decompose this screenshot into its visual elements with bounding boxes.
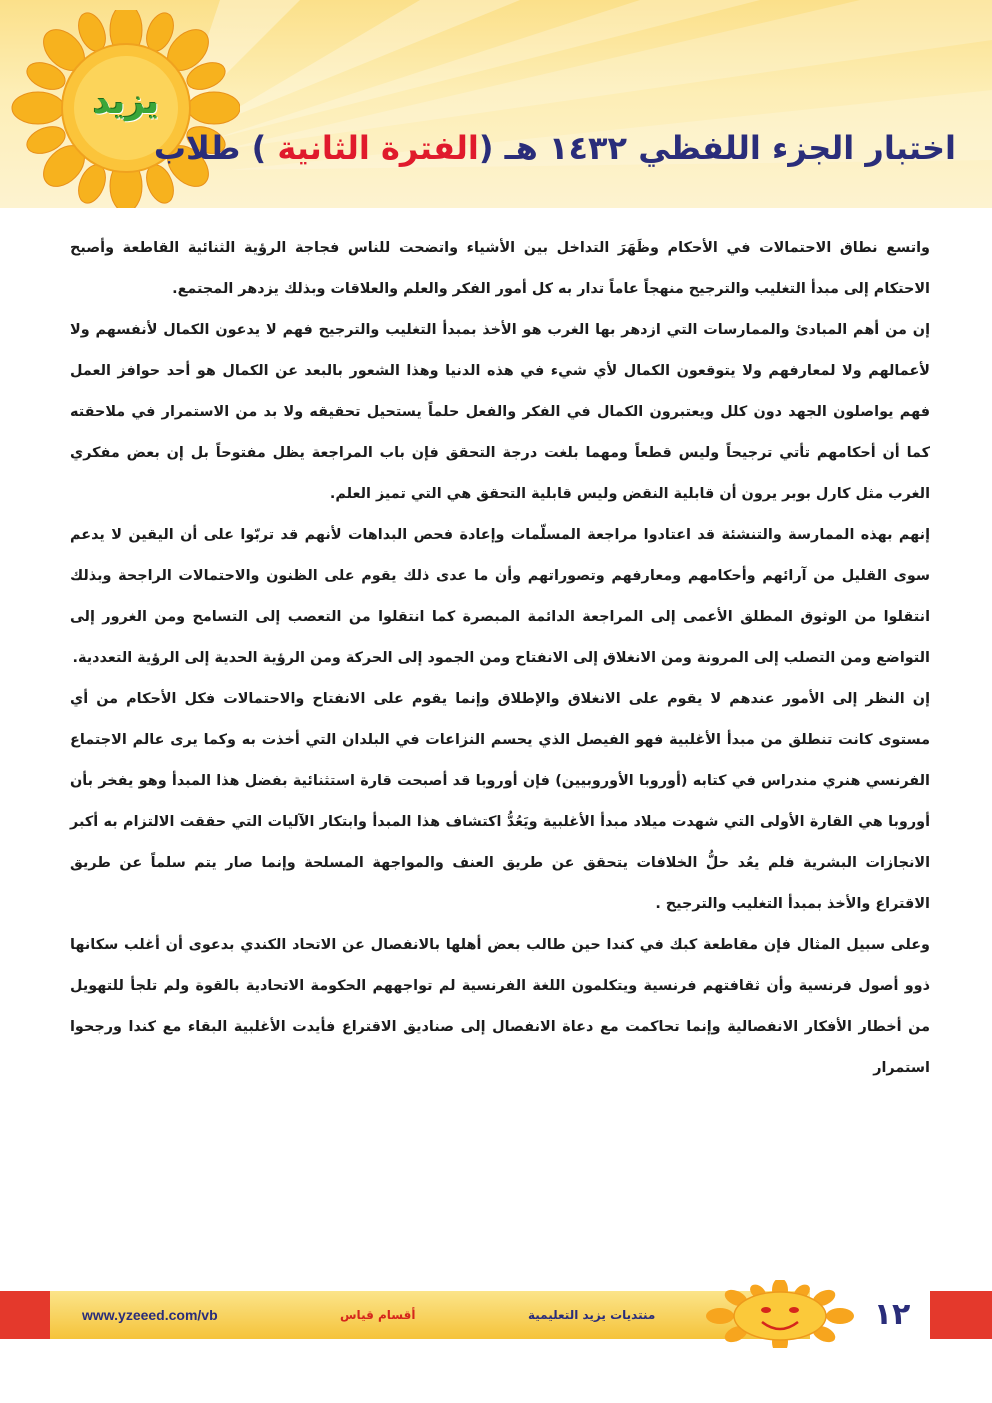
page-title <box>154 120 956 176</box>
logo-text: يزيد <box>92 82 160 122</box>
article-body <box>70 228 930 1089</box>
title-part-2: ) طلاب <box>153 129 278 167</box>
title-part-1: اختبار الجزء اللفظي ١٤٣٢ هـ ( <box>478 129 956 167</box>
footer-red-left-bar <box>0 1291 50 1339</box>
paragraph-4: إن النظر إلى الأمور عندهم لا يقوم على الانغلاق والإطلاق وإنما يقوم على الانفتاح والاحتمالات فكل الأحكام من أي مستوى كانت تنطلق من مبدأ الأغلبية فهو الفيصل الذي يحسم النزاعات في البلدان التي أخذت به وكما يرى عالم الاجتماع الفرنسي هنري مندراس في كتابه (أوروبا الأوروبيين) فإن أوروبا قد أصبحت قارة استثنائية بفضل هذا المبدأ وهو يفخر بأن أوروبا هي القارة الأولى التي شهدت ميلاد مبدأ الأغلبية ويَعُدُّ اكتشاف هذا المبدأ وابتكار الآليات التي حققت الالتزام به أكبر الانجازات البشرية فلم يعُد حلُّ الخلافات يتحقق عن طريق العنف والمواجهة المسلحة وإنما صار يتم سلماً عن طريق الاقتراع والأخذ بمبدأ التغليب والترجيح . <box>70 691 930 912</box>
footer-red-right-bar <box>930 1291 992 1339</box>
smiling-sun-icon <box>700 1280 860 1348</box>
footer-url-link[interactable]: www.yzeeed.com/vb <box>82 1307 218 1323</box>
footer-category: أقسام قياس <box>340 1308 416 1322</box>
footer-forum-name: منتديات يزيد التعليمية <box>528 1308 656 1322</box>
paragraph-5: وعلى سبيل المثال فإن مقاطعة كبك في كندا حين طالب بعض أهلها بالانفصال عن الاتحاد الكندي بدعوى أن أغلب سكانها ذوو أصول فرنسية وأن ثقافتهم فرنسية ويتكلمون اللغة الفرنسية لم تواجههم الحكومة الاتحادية بالقوة ولم تلجأ للتهويل من أخطار الأفكار الانفصالية وإنما تحاكمت مع دعاة الانفصال إلى صناديق الاقتراع فأيدت الأغلبية البقاء مع كندا ورجحوا استمرار <box>70 937 930 1076</box>
paragraph-2: إن من أهم المبادئ والممارسات التي ازدهر بها الغرب هو الأخذ بمبدأ التغليب والترجيح فهم لا يدعون الكمال لأنفسهم ولا لأعمالهم ولا لمعارفهم ولا يتوقعون الكمال لأي شيء في هذه الدنيا وهذا الشعور بالبعد عن الكمال هو أحد حوافز العمل فهم يواصلون الجهد دون كلل ويعتبرون الكمال في الفكر والفعل حلماً يستحيل تحقيقه ولا بد من الاستمرار في ملاحقته كما أن أحكامهم تأتي ترجيحاً وليس قطعاً ومهما بلغت درجة التحقق فإن باب المراجعة يظل مفتوحاً بل إن بعض مفكري الغرب مثل كارل بوبر يرون أن قابلية النقض وليس قابلية التحقق هي التي تميز العلم. <box>70 322 930 502</box>
title-highlight: الفترة الثانية <box>277 129 479 167</box>
page-footer <box>0 1288 992 1340</box>
page-header <box>0 0 992 208</box>
paragraph-3: إنهم بهذه الممارسة والتنشئة قد اعتادوا مراجعة المسلّمات وإعادة فحص البداهات لأنهم قد تربّوا على أن اليقين لا يدعم سوى القليل من آرائهم وأحكامهم ومعارفهم وتصوراتهم وأن ما عدى ذلك يقوم على الظنون والاحتمالات الراجحة وبذلك انتقلوا من الوثوق المطلق الأعمى إلى المراجعة الدائمة المبصرة كما انتقلوا من التعصب إلى التسامح ومن الغرور إلى التواضع ومن التصلب إلى المرونة ومن الانغلاق إلى الانفتاح ومن الجمود إلى الحركة ومن الرؤية الحدية إلى الرؤية التعددية. <box>70 527 930 666</box>
paragraph-1: واتسع نطاق الاحتمالات في الأحكام وظَهَرَ التداخل بين الأشياء واتضحت للناس فجاجة الرؤية الثنائية القاطعة وأصبح الاحتكام إلى مبدأ التغليب والترجيح منهجاً عاماً تدار به كل أمور الفكر والعلم والعلاقات وبذلك يزدهر المجتمع. <box>70 240 930 297</box>
page-number: ١٢ <box>873 1297 911 1332</box>
